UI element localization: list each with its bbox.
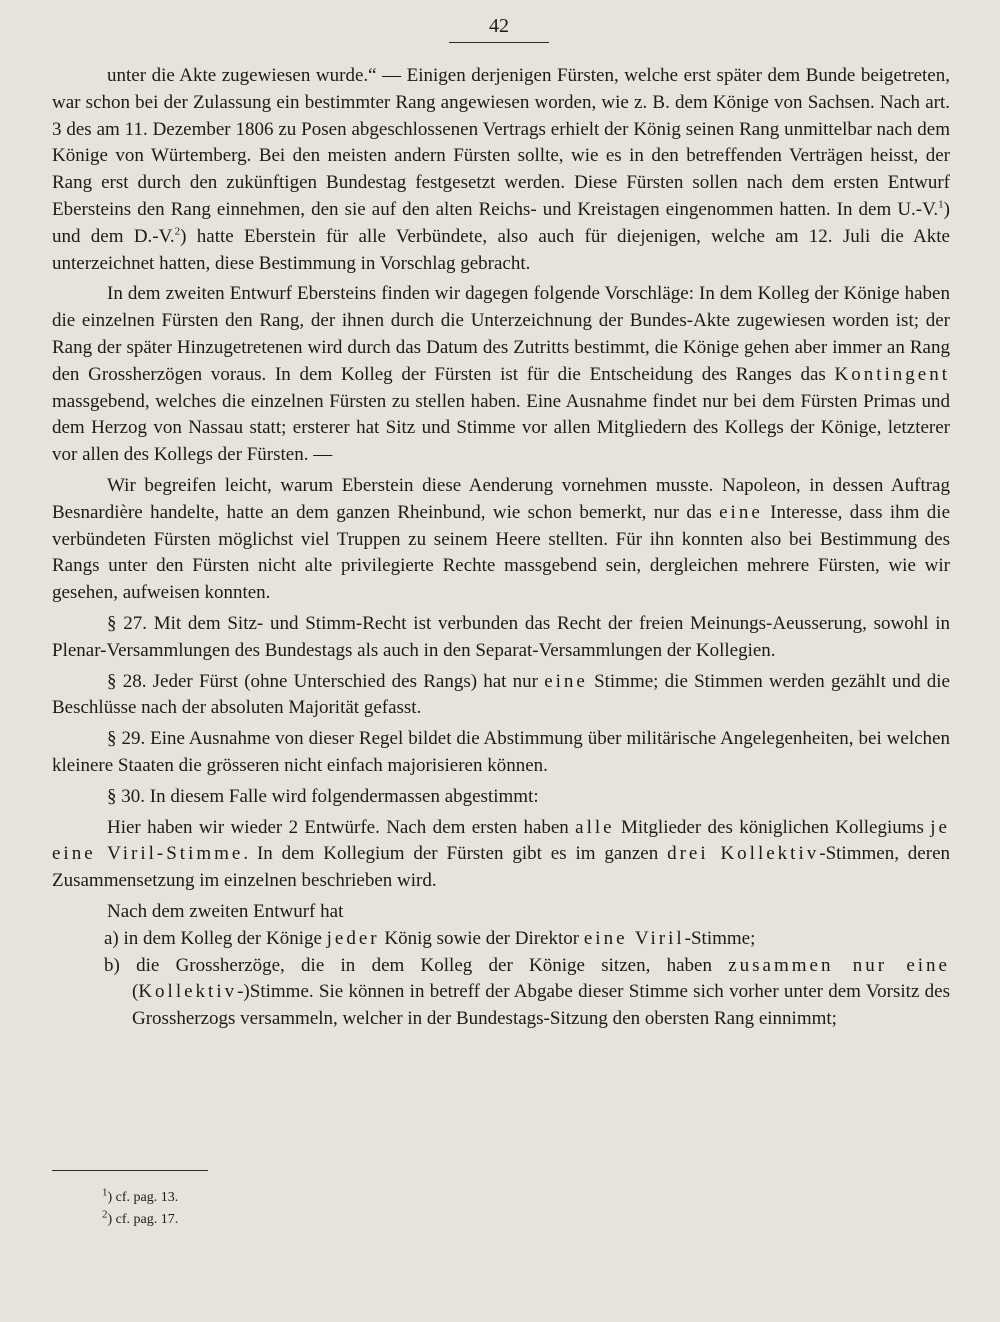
text-run: § 29. Eine Ausnahme von dieser Regel bildet die Abstimmung über militärische Angelegenheiten, bei welchen kleinere Staaten die grösseren nicht einfach majorisieren können.	[52, 728, 950, 776]
paragraph-p9	[52, 899, 950, 926]
spaced-emphasis: Kollektiv	[138, 981, 238, 1003]
text-run: -)Stimme. Sie können in betreff der Abgabe dieser Stimme sich vorher unter dem Vorsitz des Grossherzogs versammeln, welcher in der Bundestags-Sitzung den obersten Rang einnimmt;	[132, 981, 950, 1030]
text-run: (	[132, 981, 139, 1003]
spaced-emphasis: zusammen nur eine	[728, 954, 950, 976]
text-run: Interesse, dass ihm die verbündeten Fürsten möglichst viel Truppen zu seinem Heere stellten. Für ihn konnten also bei Bestimmung des Rangs unter den Fürsten nicht alte privilegierte Rechte massgebend sein, dergleichen mehrere Fürsten, wie wir gesehen, aufweisen konnten.	[52, 501, 950, 604]
text-run: b) die Grossherzöge, die in dem Kolleg der Könige sitzen, haben	[104, 954, 729, 976]
footnote-mark: 2	[102, 1208, 108, 1221]
text-run: -Stimmen, deren Zusammensetzung im einzelnen beschrieben wird.	[52, 843, 950, 892]
footnote-separator	[52, 1170, 208, 1171]
text-run: -Stimme;	[684, 927, 756, 949]
footnote-mark: 1	[102, 1186, 108, 1199]
footnote-1	[102, 1187, 178, 1209]
text-run: § 30. In diesem Falle wird folgendermassen abgestimmt:	[107, 785, 539, 807]
paragraph-p5	[52, 669, 950, 723]
paragraph-p2	[52, 281, 950, 469]
text-run: . In dem Kollegium der Fürsten gibt es im ganzen	[243, 843, 668, 865]
text-run: Hier haben wir wieder 2 Entwürfe. Nach dem ersten haben	[107, 816, 576, 838]
body-text	[52, 63, 950, 1033]
footnote-text: ) cf. pag. 13.	[107, 1190, 179, 1205]
text-run: ) und dem D.-V.	[52, 198, 950, 247]
text-run: § 27. Mit dem Sitz- und Stimm-Recht ist verbunden das Recht der freien Meinungs-Aeusserung, sowohl in Plenar-Versammlungen des Bundestags als auch in den Separat-Versammlungen der Kollegien.	[52, 612, 950, 661]
text-run: massgebend, welches die einzelnen Fürsten zu stellen haben. Eine Ausnahme findet nur bei dem Fürsten Primas und dem Herzog von Nassau statt; ersterer hat Sitz und Stimme vor allen Mitgliedern des Kollegs der Könige, letzterer vor allen des Kollegs der Fürsten. —	[52, 390, 950, 466]
spaced-emphasis: eine Viril	[583, 927, 685, 949]
paragraph-p4	[52, 611, 950, 665]
paragraph-p6	[52, 726, 950, 780]
paragraph-p1	[52, 63, 950, 277]
paragraph-p3	[52, 473, 950, 607]
footnotes	[102, 1187, 178, 1231]
footnote-text: ) cf. pag. 17.	[107, 1212, 179, 1227]
spaced-emphasis: eine	[544, 670, 588, 692]
paragraph-p8	[52, 815, 950, 895]
paragraph-p11	[52, 953, 950, 1033]
text-run: unter die Akte zugewiesen wurde.“ — Einigen derjenigen Fürsten, welche erst später dem Bunde beigetreten, war schon bei der Zulassung ein bestimmter Rang angewiesen worden, wie z. B. dem Könige von Sachsen. Nach art. 3 des am 11. Dezember 1806 zu Posen abgeschlossenen Vertrags erhielt der König seinen Rang unmittelbar nach dem Könige von Würtemberg. Bei den meisten andern Fürsten sollte, wie es in den betreffenden Verträgen heisst, der Rang erst durch den zukünftigen Bundestag festgesetzt werden. Diese Fürsten sollen nach dem ersten Entwurf Ebersteins den Rang einnehmen, den sie auf den alten Reichs- und Kreistagen eingenommen hatten. In dem U.-V.	[52, 65, 950, 220]
text-run: Wir begreifen leicht, warum Eberstein diese Aenderung vornehmen musste. Napoleon, in dessen Auftrag Besnardière handelte, hatte an dem ganzen Rheinbund, wie schon bemerkt, nur das	[52, 474, 950, 523]
text-run: a) in dem Kolleg der Könige	[104, 927, 327, 949]
spaced-emphasis: drei Kollektiv	[667, 843, 820, 865]
text-run: ) hatte Eberstein für alle Verbündete, also auch für diejenigen, welche am 12. Juli die Akte unterzeichnet hatten, diese Bestimmung in Vorschlag gebracht.	[52, 225, 950, 274]
paragraph-p7	[52, 784, 950, 811]
spaced-emphasis: je eine Viril-Stimme	[52, 816, 950, 865]
paragraph-p10	[52, 926, 950, 953]
text-run: Nach dem zweiten Entwurf hat	[107, 900, 344, 922]
text-run: In dem zweiten Entwurf Ebersteins finden wir dagegen folgende Vorschläge: In dem Kolleg der Könige haben die einzelnen Fürsten den Rang, der ihnen durch die Unterzeichnung der Bundes-Akte zugewiesen worden ist; der Rang der später Hinzugetretenen wird durch das Datum des Zutritts bestimmt, die Könige gehen aber immer an Rang den Grossherzögen voraus. In dem Kolleg der Fürsten ist für die Entscheidung des Ranges das	[52, 283, 950, 385]
footnote-marker: 1	[938, 198, 944, 211]
text-run: Stimme; die Stimmen werden gezählt und die Beschlüsse nach der absoluten Majorität gefasst.	[52, 670, 950, 719]
text-run: Mitglieder des königlichen Kollegiums	[614, 816, 931, 838]
text-run: König sowie der Direktor	[379, 927, 584, 949]
footnote-2	[102, 1209, 178, 1231]
text-run: § 28. Jeder Fürst (ohne Unterschied des Rangs) hat nur	[107, 670, 545, 692]
page-number: 42	[489, 15, 509, 37]
spaced-emphasis: Kontingent	[834, 363, 950, 385]
spaced-emphasis: jeder	[326, 927, 380, 949]
spaced-emphasis: eine	[719, 501, 763, 523]
footnote-marker: 2	[174, 225, 181, 238]
spaced-emphasis: alle	[575, 816, 615, 838]
page-number-rule	[449, 42, 549, 43]
